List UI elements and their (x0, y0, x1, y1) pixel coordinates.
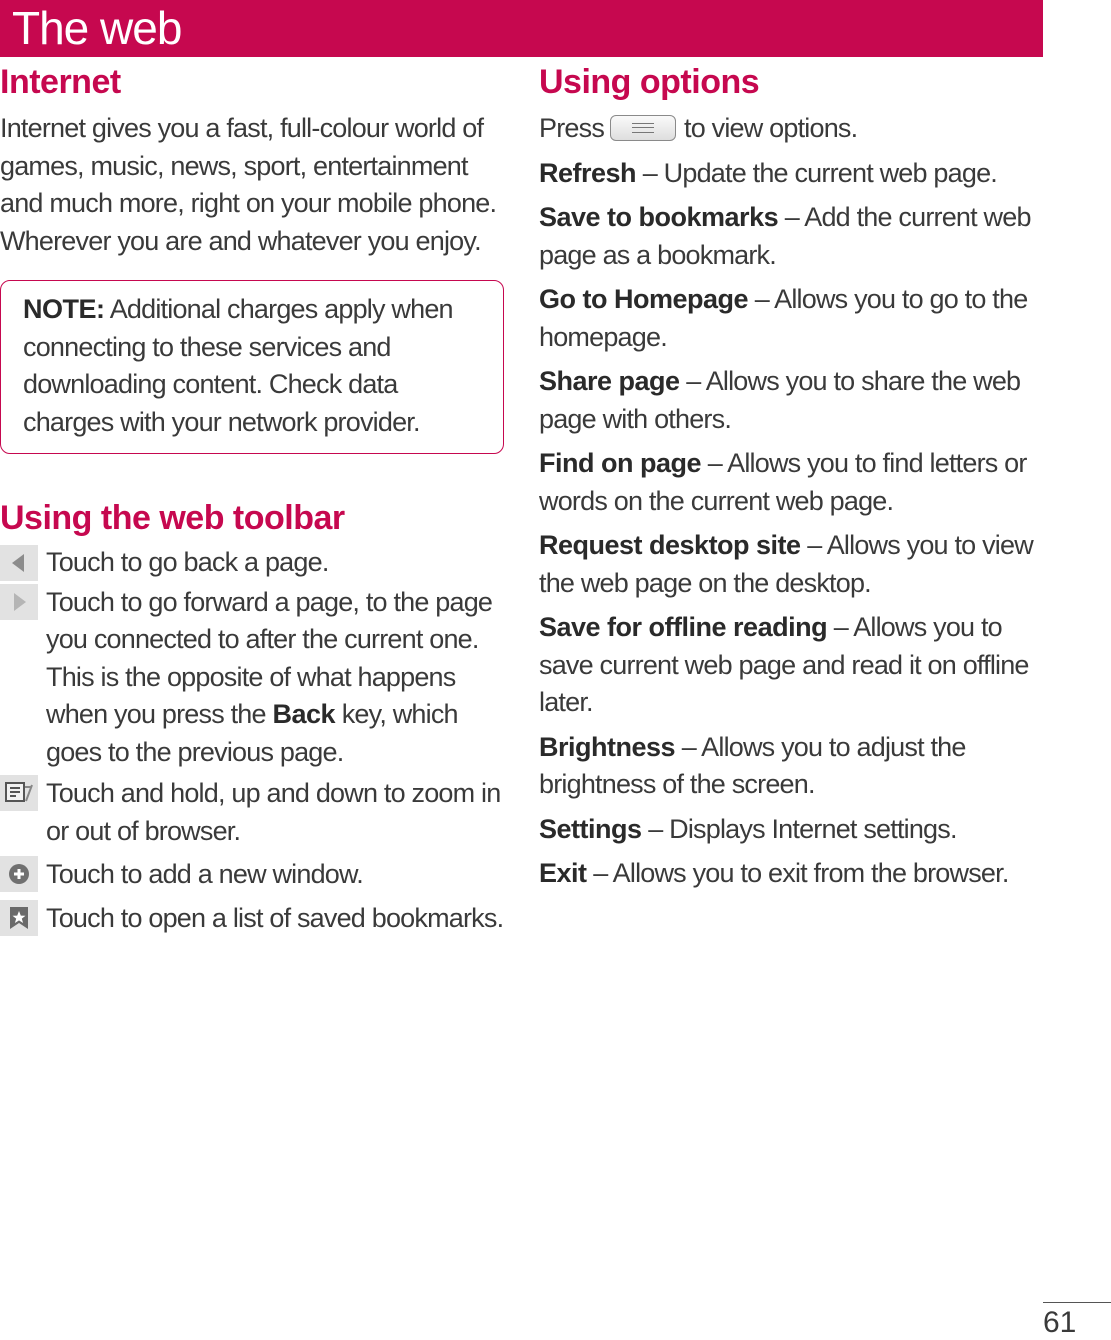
note-line: charges with your network provider. (23, 406, 420, 437)
text-fragment: Press (539, 113, 605, 143)
text-line: Touch to go forward a page, to the page (46, 586, 493, 617)
option-refresh (539, 155, 1039, 193)
text-line (539, 609, 1039, 647)
text-line: and much more, right on your mobile phone. (0, 188, 497, 218)
option-term: Settings (539, 813, 642, 844)
text-fragment: to view options. (684, 113, 858, 143)
note-line: connecting to these services and (23, 331, 391, 362)
option-share-page (539, 363, 1039, 438)
option-exit (539, 855, 1039, 893)
note-line: downloading content. Check data (23, 369, 398, 399)
chapter-title: The web (12, 2, 182, 54)
text-fragment: key, which (335, 699, 458, 729)
option-term: Save for offline reading (539, 612, 828, 642)
forward-arrow-icon[interactable] (0, 584, 38, 620)
option-find-on-page (539, 445, 1039, 520)
option-save-to-bookmarks (539, 199, 1039, 274)
chapter-header-bar (0, 0, 1043, 57)
option-desc: – Allows you to find letters or (701, 448, 1027, 478)
text-line: Touch to open a list of saved bookmarks. (46, 902, 504, 933)
internet-paragraph (0, 110, 506, 260)
options-press-line (539, 110, 1039, 148)
text-line: Wherever you are and whatever you enjoy. (0, 225, 481, 256)
text-fragment: when you press the (46, 699, 273, 729)
option-term: Brightness (539, 731, 676, 762)
left-column (0, 60, 506, 937)
text-line: games, music, news, sport, entertainment (0, 150, 468, 181)
option-desc: – Allows you to share the web (679, 366, 1021, 396)
text-line: save current web page and read it on offline (539, 649, 1029, 680)
zoom-icon[interactable] (0, 775, 38, 811)
text-line: you connected to after the current one. (46, 624, 479, 654)
text-line: or out of browser. (46, 815, 241, 846)
option-desc: – Add the current web (778, 202, 1031, 232)
text-line: later. (539, 687, 593, 717)
text-line: homepage. (539, 321, 667, 352)
option-save-for-offline-reading (539, 609, 1039, 722)
page-number-rule (1043, 1302, 1111, 1303)
text-line: words on the current web page. (539, 485, 894, 516)
toolbar-item-zoom (0, 775, 506, 850)
option-term: Save to bookmarks (539, 202, 779, 232)
note-label: NOTE: (23, 294, 105, 324)
text-line: This is the opposite of what happens (46, 661, 456, 692)
option-term: Find on page (539, 448, 701, 478)
note-box (0, 280, 504, 454)
note-text: Additional charges apply when (104, 294, 453, 324)
right-column (539, 60, 1039, 893)
text-line (46, 696, 506, 734)
option-desc: – Allows you to go to the (748, 284, 1028, 314)
back-arrow-icon[interactable] (0, 545, 38, 581)
menu-key-icon[interactable] (610, 115, 676, 141)
text-line (539, 363, 1039, 401)
option-desc: – Allows you to view (800, 530, 1033, 560)
text-line (539, 729, 1039, 767)
text-line (539, 445, 1039, 483)
option-desc: – Update the current web page. (636, 157, 997, 188)
text-line: brightness of the screen. (539, 769, 815, 799)
option-term: Refresh (539, 157, 637, 188)
option-desc: – Allows you to exit from the browser. (586, 858, 1009, 888)
toolbar-item-forward (0, 584, 506, 772)
text-line: Touch to add a new window. (46, 859, 363, 889)
toolbar-list (0, 544, 506, 937)
text-line: the web page on the desktop. (539, 567, 871, 598)
option-go-to-homepage (539, 281, 1039, 356)
toolbar-item-back (0, 544, 506, 582)
option-desc: – Allows you to (827, 612, 1002, 642)
option-desc: – Displays Internet settings. (641, 813, 957, 844)
text-line: Touch to go back a page. (46, 547, 329, 577)
text-line: Internet gives you a fast, full-colour world of (0, 113, 484, 143)
option-term: Share page (539, 366, 680, 396)
text-line: page with others. (539, 403, 732, 434)
option-settings (539, 811, 1039, 849)
text-line (539, 527, 1039, 565)
text-line (539, 281, 1039, 319)
text-line: page as a bookmark. (539, 239, 776, 270)
toolbar-item-bookmarks (0, 900, 506, 938)
option-term: Exit (539, 858, 587, 888)
section-heading-internet: Internet (0, 63, 121, 101)
text-line (539, 199, 1039, 237)
toolbar-item-add-window (0, 856, 506, 894)
option-request-desktop-site (539, 527, 1039, 602)
text-line: goes to the previous page. (46, 736, 344, 767)
page-number: 61 (1043, 1306, 1077, 1339)
bookmarks-icon[interactable] (0, 900, 38, 936)
note-first-line (23, 291, 485, 329)
add-window-icon[interactable] (0, 856, 38, 892)
back-key-label: Back (272, 699, 335, 729)
option-term: Go to Homepage (539, 284, 749, 314)
text-line: Touch and hold, up and down to zoom in (46, 778, 501, 808)
option-term: Request desktop site (539, 530, 801, 560)
section-heading-toolbar: Using the web toolbar (0, 499, 345, 537)
option-desc: – Allows you to adjust the (675, 731, 966, 762)
section-heading-options: Using options (539, 63, 760, 101)
option-brightness (539, 729, 1039, 804)
